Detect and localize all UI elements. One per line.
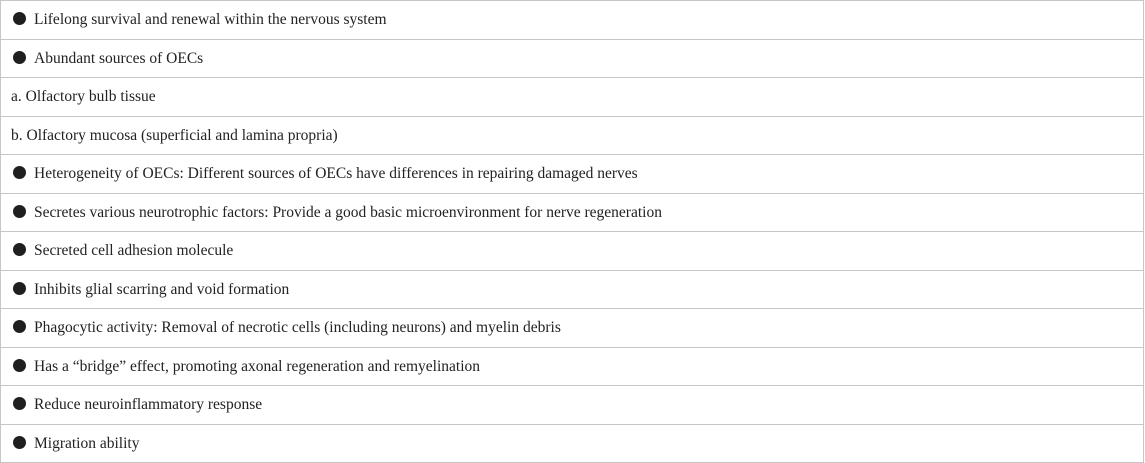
table-cell xyxy=(1,386,1144,425)
row-text: Secreted cell adhesion molecule xyxy=(34,242,234,259)
table-row xyxy=(1,116,1144,155)
row-text: Abundant sources of OECs xyxy=(34,49,204,67)
table-cell xyxy=(1,347,1144,386)
row-text: Heterogeneity of OECs: Different sources of OECs have differences in repairing damaged nerves xyxy=(34,165,638,182)
table-row xyxy=(1,232,1144,271)
row-text: Secretes various neurotrophic factors: Provide a good basic microenvironment for nerve regeneration xyxy=(34,203,662,221)
row-text: Has a “bridge” effect, promoting axonal regeneration and remyelination xyxy=(34,357,481,375)
bullet-icon xyxy=(13,166,26,179)
table-cell xyxy=(1,39,1144,78)
table-cell xyxy=(1,78,1144,117)
table-row xyxy=(1,1,1144,40)
bullet-icon xyxy=(13,397,26,410)
row-text: b. Olfactory mucosa (superficial and lamina propria) xyxy=(11,126,338,144)
row-text: Inhibits glial scarring and void formation xyxy=(34,280,290,298)
row-text: a. Olfactory bulb tissue xyxy=(11,88,156,105)
bullet-icon xyxy=(13,12,26,25)
table-cell xyxy=(1,232,1144,271)
row-text: Phagocytic activity: Removal of necrotic cells (including neurons) and myelin debris xyxy=(34,319,561,336)
bullet-icon xyxy=(13,282,26,295)
table-cell xyxy=(1,155,1144,194)
table-row xyxy=(1,309,1144,348)
table-row xyxy=(1,39,1144,78)
bullet-icon xyxy=(13,436,26,449)
table-row xyxy=(1,193,1144,232)
table-cell xyxy=(1,193,1144,232)
table-row xyxy=(1,347,1144,386)
table-cell xyxy=(1,424,1144,463)
table-row xyxy=(1,386,1144,425)
table-cell xyxy=(1,270,1144,309)
bullet-icon xyxy=(13,205,26,218)
row-text: Reduce neuroinflammatory response xyxy=(34,396,263,413)
bullet-icon xyxy=(13,359,26,372)
table-cell xyxy=(1,309,1144,348)
row-text: Lifelong survival and renewal within the nervous system xyxy=(34,11,387,28)
table-row xyxy=(1,424,1144,463)
bullet-icon xyxy=(13,243,26,256)
bullet-icon xyxy=(13,320,26,333)
table-cell xyxy=(1,1,1144,40)
row-text: Migration ability xyxy=(34,434,140,452)
bullet-icon xyxy=(13,51,26,64)
table-row xyxy=(1,270,1144,309)
table-row xyxy=(1,155,1144,194)
table-cell xyxy=(1,116,1144,155)
table-row xyxy=(1,78,1144,117)
